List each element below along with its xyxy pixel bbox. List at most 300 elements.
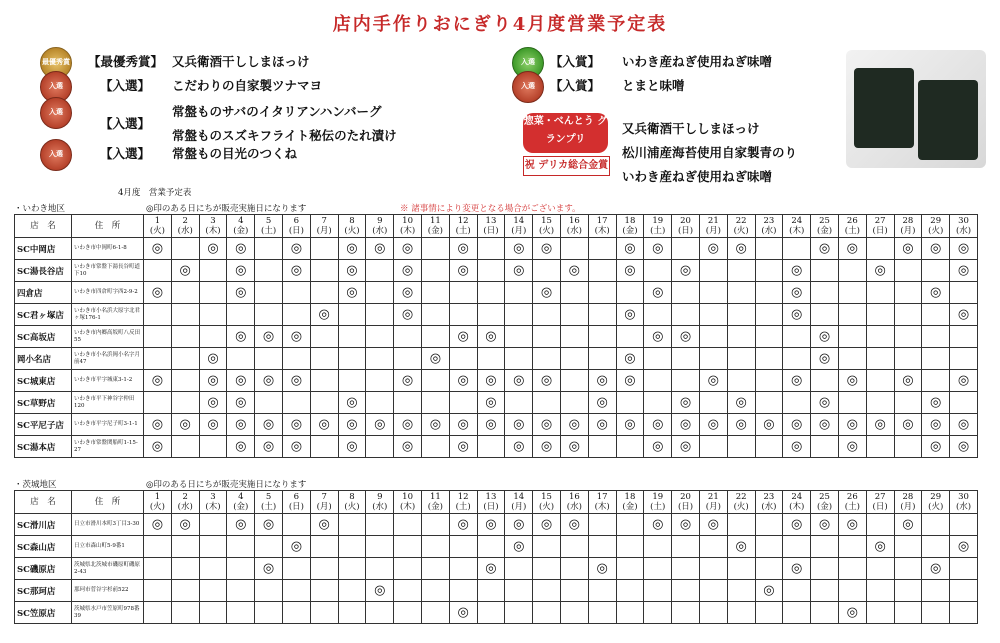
schedule-cell: [672, 238, 700, 260]
schedule-cell: [199, 392, 227, 414]
schedule-cell: [588, 558, 616, 580]
sales-day-mark: ◎: [957, 439, 970, 454]
day-header: [533, 491, 561, 514]
sales-day-mark: ◎: [874, 539, 886, 554]
schedule-cell: [672, 370, 700, 392]
schedule-cell: [505, 260, 533, 282]
schedule-cell: [505, 536, 533, 558]
schedule-cell: [227, 238, 255, 260]
day-weekday: (火): [149, 502, 165, 512]
page-title: 店内手作りおにぎり4月度営業予定表: [332, 14, 668, 35]
day-header: [171, 215, 199, 238]
schedule-cell: [699, 326, 727, 348]
store-name: SC中岡店: [15, 238, 72, 260]
sales-day-mark: ◎: [235, 439, 247, 454]
schedule-cell: [255, 558, 283, 580]
schedule-cell: [282, 602, 310, 624]
schedule-cell: [310, 414, 338, 436]
schedule-cell: [199, 370, 227, 392]
sales-day-mark: ◎: [735, 539, 747, 554]
schedule-cell: [227, 304, 255, 326]
store-address: いわき市小名浜岡小名字月前47: [72, 348, 144, 370]
store-row: [15, 370, 978, 392]
schedule-cell: [421, 304, 449, 326]
schedule-cell: [338, 326, 366, 348]
schedule-cell: [227, 414, 255, 436]
sales-day-mark: ◎: [151, 285, 164, 300]
schedule-cell: [533, 370, 561, 392]
day-header: [310, 491, 338, 514]
sales-day-mark: ◎: [457, 417, 469, 432]
award-badge-text: 入選: [521, 82, 535, 90]
schedule-cell: [922, 602, 950, 624]
schedule-cell: [755, 370, 783, 392]
schedule-cell: [950, 370, 978, 392]
day-weekday: (水): [177, 226, 193, 236]
sales-day-mark: ◎: [624, 307, 636, 322]
store-name: SC湯長谷店: [15, 260, 72, 282]
day-number: 29: [930, 492, 942, 502]
schedule-cell: [421, 536, 449, 558]
sales-day-mark: ◎: [652, 285, 664, 300]
day-number: 29: [930, 216, 942, 226]
schedule-cell: [366, 238, 394, 260]
schedule-cell: [727, 414, 755, 436]
schedule-cell: [811, 536, 839, 558]
schedule-cell: [255, 348, 283, 370]
day-number: 4: [238, 492, 244, 502]
sales-day-mark: ◎: [707, 517, 719, 532]
schedule-cell: [394, 436, 422, 458]
award-item: とまと味噌: [622, 78, 685, 93]
sales-day-mark: ◎: [290, 417, 303, 432]
schedule-cell: [199, 414, 227, 436]
schedule-cell: [588, 414, 616, 436]
day-weekday: (月): [705, 502, 721, 512]
schedule-cell: [477, 436, 505, 458]
schedule-cell: [477, 304, 505, 326]
day-number: 1: [154, 216, 161, 226]
sales-day-mark: ◎: [235, 395, 247, 410]
schedule-cell: [449, 238, 477, 260]
day-number: 20: [680, 492, 691, 502]
sales-day-mark: ◎: [652, 417, 664, 432]
day-header: [644, 491, 672, 514]
day-header: [338, 215, 366, 238]
day-weekday: (火): [538, 226, 555, 236]
schedule-cell: [255, 580, 283, 602]
header-store: 店 名: [15, 215, 72, 238]
schedule-cell: [310, 514, 338, 536]
schedule-cell: [282, 514, 310, 536]
schedule-cell: [227, 602, 255, 624]
schedule-cell: [838, 282, 866, 304]
sales-day-mark: ◎: [930, 561, 942, 576]
sales-day-mark: ◎: [151, 373, 164, 388]
schedule-cell: [533, 348, 561, 370]
schedule-cell: [616, 436, 644, 458]
day-number: 25: [819, 216, 830, 226]
schedule-cell: [533, 580, 561, 602]
day-weekday: (金): [622, 226, 638, 236]
sales-day-mark: ◎: [207, 395, 219, 410]
schedule-cell: [338, 414, 366, 436]
sales-day-mark: ◎: [207, 373, 219, 388]
schedule-cell: [672, 536, 700, 558]
day-weekday: (日): [677, 502, 694, 512]
schedule-cell: [727, 436, 755, 458]
schedule-cell: [783, 326, 811, 348]
sales-day-mark: ◎: [540, 241, 553, 256]
sales-day-mark: ◎: [902, 241, 914, 256]
sales-day-mark: ◎: [346, 439, 358, 454]
schedule-cell: [699, 238, 727, 260]
schedule-cell: [560, 414, 588, 436]
day-weekday: (日): [288, 502, 304, 512]
schedule-cell: [672, 326, 700, 348]
sales-day-mark: ◎: [318, 517, 330, 532]
day-header: [866, 215, 894, 238]
day-header: [310, 215, 338, 238]
day-number: 8: [349, 492, 355, 502]
schedule-cell: [282, 282, 310, 304]
schedule-cell: [616, 260, 644, 282]
schedule-cell: [255, 392, 283, 414]
store-address: 那珂市菅谷字杉前522: [72, 580, 144, 602]
store-row: [15, 602, 978, 624]
day-weekday: (金): [816, 502, 833, 512]
schedule-cell: [199, 602, 227, 624]
schedule-cell: [394, 602, 422, 624]
schedule-cell: [727, 392, 755, 414]
schedule-cell: [588, 304, 616, 326]
sales-day-mark: ◎: [679, 329, 692, 344]
schedule-cell: [477, 326, 505, 348]
schedule-cell: [171, 304, 199, 326]
sales-day-mark: ◎: [596, 417, 608, 432]
schedule-cell: [533, 514, 561, 536]
schedule-cell: [783, 602, 811, 624]
schedule-cell: [477, 580, 505, 602]
sales-day-mark: ◎: [429, 417, 442, 432]
day-weekday: (月): [511, 226, 527, 236]
sales-day-mark: ◎: [540, 373, 553, 388]
sales-day-mark: ◎: [513, 241, 525, 256]
schedule-cell: [866, 580, 894, 602]
schedule-cell: [922, 238, 950, 260]
schedule-cell: [811, 436, 839, 458]
day-weekday: (日): [483, 502, 499, 512]
schedule-cell: [505, 392, 533, 414]
store-name: SC草野店: [15, 392, 72, 414]
schedule-cell: [727, 304, 755, 326]
schedule-cell: [449, 580, 477, 602]
schedule-cell: [144, 260, 172, 282]
award-item: 又兵衛酒干ししまほっけ: [172, 54, 310, 69]
day-number: 15: [541, 492, 552, 502]
schedule-cell: [366, 580, 394, 602]
schedule-cell: [672, 514, 700, 536]
schedule-cell: [950, 304, 978, 326]
schedule-cell: [449, 558, 477, 580]
header-store: 店 名: [15, 491, 72, 514]
schedule-cell: [282, 348, 310, 370]
sales-day-mark: ◎: [930, 417, 942, 432]
schedule-cell: [616, 326, 644, 348]
day-number: 28: [902, 492, 914, 502]
award-item: 常盤ものスズキフライト秘伝のたれ漬け: [172, 128, 397, 143]
schedule-cell: [950, 238, 978, 260]
grandprix-logo-text: 惣菜・べんとう グランプリ: [523, 116, 608, 145]
sales-day-mark: ◎: [151, 439, 164, 454]
schedule-cell: [672, 558, 700, 580]
sales-day-mark: ◎: [374, 583, 386, 598]
day-header: [394, 491, 422, 514]
sales-day-mark: ◎: [791, 561, 803, 576]
schedule-cell: [449, 260, 477, 282]
day-weekday: (月): [900, 226, 916, 236]
schedule-cell: [282, 558, 310, 580]
sales-day-mark: ◎: [457, 605, 469, 620]
day-header: [644, 215, 672, 238]
day-number: 1: [154, 492, 161, 502]
sales-day-mark: ◎: [596, 561, 608, 576]
day-header: [811, 215, 839, 238]
schedule-cell: [588, 370, 616, 392]
day-header: [421, 215, 449, 238]
schedule-cell: [783, 436, 811, 458]
sales-day-mark: ◎: [930, 241, 942, 256]
schedule-cell: [227, 558, 255, 580]
sales-day-mark: ◎: [652, 241, 664, 256]
store-row: [15, 282, 978, 304]
day-header: [699, 215, 727, 238]
grandprix-item: 又兵衛酒干ししまほっけ: [622, 121, 760, 136]
schedule-cell: [922, 514, 950, 536]
schedule-cell: [144, 514, 172, 536]
schedule-cell: [894, 536, 922, 558]
day-weekday: (土): [650, 226, 666, 236]
day-header: [533, 215, 561, 238]
sales-day-mark: ◎: [457, 329, 469, 344]
day-weekday: (水): [761, 502, 777, 512]
schedule-cell: [616, 348, 644, 370]
store-row: [15, 414, 978, 436]
schedule-cell: [672, 348, 700, 370]
schedule-cell: [199, 282, 227, 304]
schedule-cell: [171, 602, 199, 624]
schedule-cell: [144, 580, 172, 602]
schedule-cell: [199, 514, 227, 536]
sales-day-mark: ◎: [374, 241, 386, 256]
day-weekday: (月): [511, 502, 527, 512]
onigiri-photo: [846, 50, 986, 168]
schedule-cell: [699, 414, 727, 436]
schedule-cell: [366, 536, 394, 558]
store-row: [15, 238, 978, 260]
schedule-cell: [477, 260, 505, 282]
schedule-cell: [699, 580, 727, 602]
schedule-cell: [560, 514, 588, 536]
sales-day-mark: ◎: [151, 517, 164, 532]
sales-day-mark: ◎: [763, 583, 775, 598]
sales-day-mark: ◎: [624, 263, 636, 278]
schedule-cell: [366, 558, 394, 580]
schedule-cell: [394, 260, 422, 282]
sales-day-mark: ◎: [401, 439, 414, 454]
schedule-cell: [783, 304, 811, 326]
schedule-cell: [783, 282, 811, 304]
day-weekday: (土): [650, 502, 666, 512]
schedule-cell: [171, 348, 199, 370]
schedule-cell: [755, 392, 783, 414]
day-header: [560, 491, 588, 514]
schedule-cell: [838, 370, 866, 392]
sales-day-mark: ◎: [374, 417, 386, 432]
schedule-cell: [950, 392, 978, 414]
day-weekday: (金): [427, 502, 443, 512]
day-weekday: (火): [928, 226, 944, 236]
day-header: [588, 491, 616, 514]
schedule-cell: [922, 580, 950, 602]
schedule-cell: [755, 304, 783, 326]
award-label: 【最優秀賞】: [88, 54, 164, 69]
schedule-cell: [866, 260, 894, 282]
schedule-cell: [922, 536, 950, 558]
schedule-cell: [421, 414, 449, 436]
schedule-cell: [783, 514, 811, 536]
grandprix-item: 松川浦産海苔使用自家製青のり: [622, 145, 798, 160]
day-weekday: (月): [900, 502, 916, 512]
sales-day-mark: ◎: [735, 395, 747, 410]
schedule-cell: [811, 282, 839, 304]
day-number: 16: [568, 216, 580, 226]
sales-day-mark: ◎: [401, 417, 414, 432]
schedule-cell: [560, 602, 588, 624]
schedule-cell: [338, 238, 366, 260]
schedule-cell: [255, 370, 283, 392]
day-header: [755, 215, 783, 238]
schedule-cell: [727, 580, 755, 602]
sales-day-mark: ◎: [818, 329, 831, 344]
sales-day-mark: ◎: [262, 439, 275, 454]
schedule-cell: [255, 238, 283, 260]
deli-award-text: 祝 デリカ総合金賞: [524, 160, 609, 171]
sales-day-mark: ◎: [290, 439, 303, 454]
schedule-cell: [338, 282, 366, 304]
day-weekday: (土): [261, 226, 277, 236]
schedule-cell: [338, 436, 366, 458]
schedule-cell: [171, 580, 199, 602]
schedule-cell: [505, 414, 533, 436]
schedule-cell: [727, 260, 755, 282]
schedule-cell: [310, 370, 338, 392]
schedule-cell: [477, 414, 505, 436]
schedule-cell: [421, 238, 449, 260]
schedule-cell: [255, 304, 283, 326]
sales-day-mark: ◎: [763, 417, 775, 432]
schedule-cell: [644, 558, 672, 580]
schedule-cell: [533, 558, 561, 580]
day-header: [838, 215, 866, 238]
region-label: ・いわき地区: [14, 204, 66, 214]
schedule-cell: [811, 580, 839, 602]
schedule-cell: [505, 304, 533, 326]
schedule-cell: [672, 392, 700, 414]
sales-day-mark: ◎: [568, 439, 581, 454]
day-number: 25: [819, 492, 830, 502]
day-header: [811, 491, 839, 514]
schedule-cell: [699, 370, 727, 392]
sales-day-mark: ◎: [957, 417, 970, 432]
day-header: [282, 491, 310, 514]
day-header: [227, 215, 255, 238]
day-header: [255, 491, 283, 514]
award-badge-icon: [512, 71, 544, 103]
day-number: 20: [680, 216, 691, 226]
schedule-cell: [171, 370, 199, 392]
schedule-cell: [894, 370, 922, 392]
schedule-cell: [533, 282, 561, 304]
day-number: 27: [874, 492, 886, 502]
schedule-cell: [144, 370, 172, 392]
store-address: いわき市四倉町字西2-9-2: [72, 282, 144, 304]
schedule-cell: [310, 602, 338, 624]
sales-day-mark: ◎: [930, 285, 942, 300]
schedule-cell: [811, 304, 839, 326]
schedule-cell: [533, 436, 561, 458]
day-header: [477, 491, 505, 514]
schedule-cell: [282, 392, 310, 414]
schedule-cell: [477, 348, 505, 370]
sales-day-mark: ◎: [457, 241, 469, 256]
schedule-cell: [477, 392, 505, 414]
schedule-cell: [616, 282, 644, 304]
schedule-cell: [588, 326, 616, 348]
sales-day-mark: ◎: [679, 439, 692, 454]
schedule-cell: [838, 348, 866, 370]
day-header: [894, 491, 922, 514]
day-number: 21: [707, 216, 719, 226]
day-number: 8: [349, 216, 355, 226]
sales-day-mark: ◎: [596, 395, 608, 410]
sales-day-mark: ◎: [262, 517, 275, 532]
store-row: [15, 580, 978, 602]
schedule-cell: [866, 304, 894, 326]
schedule-cell: [144, 414, 172, 436]
sales-day-mark: ◎: [151, 417, 164, 432]
store-row: [15, 536, 978, 558]
day-weekday: (木): [205, 226, 221, 236]
schedule-cell: [950, 326, 978, 348]
schedule-cell: [894, 260, 922, 282]
schedule-cell: [811, 260, 839, 282]
schedule-cell: [560, 392, 588, 414]
sales-day-mark: ◎: [513, 417, 525, 432]
schedule-cell: [171, 558, 199, 580]
schedule-cell: [144, 238, 172, 260]
schedule-cell: [588, 602, 616, 624]
sales-day-mark: ◎: [235, 373, 247, 388]
schedule-cell: [922, 414, 950, 436]
schedule-cell: [727, 326, 755, 348]
schedule-cell: [755, 348, 783, 370]
schedule-table: [14, 214, 978, 458]
sales-day-mark: ◎: [624, 417, 636, 432]
schedule-cell: [811, 414, 839, 436]
sales-day-mark: ◎: [262, 373, 275, 388]
day-header: [727, 491, 755, 514]
